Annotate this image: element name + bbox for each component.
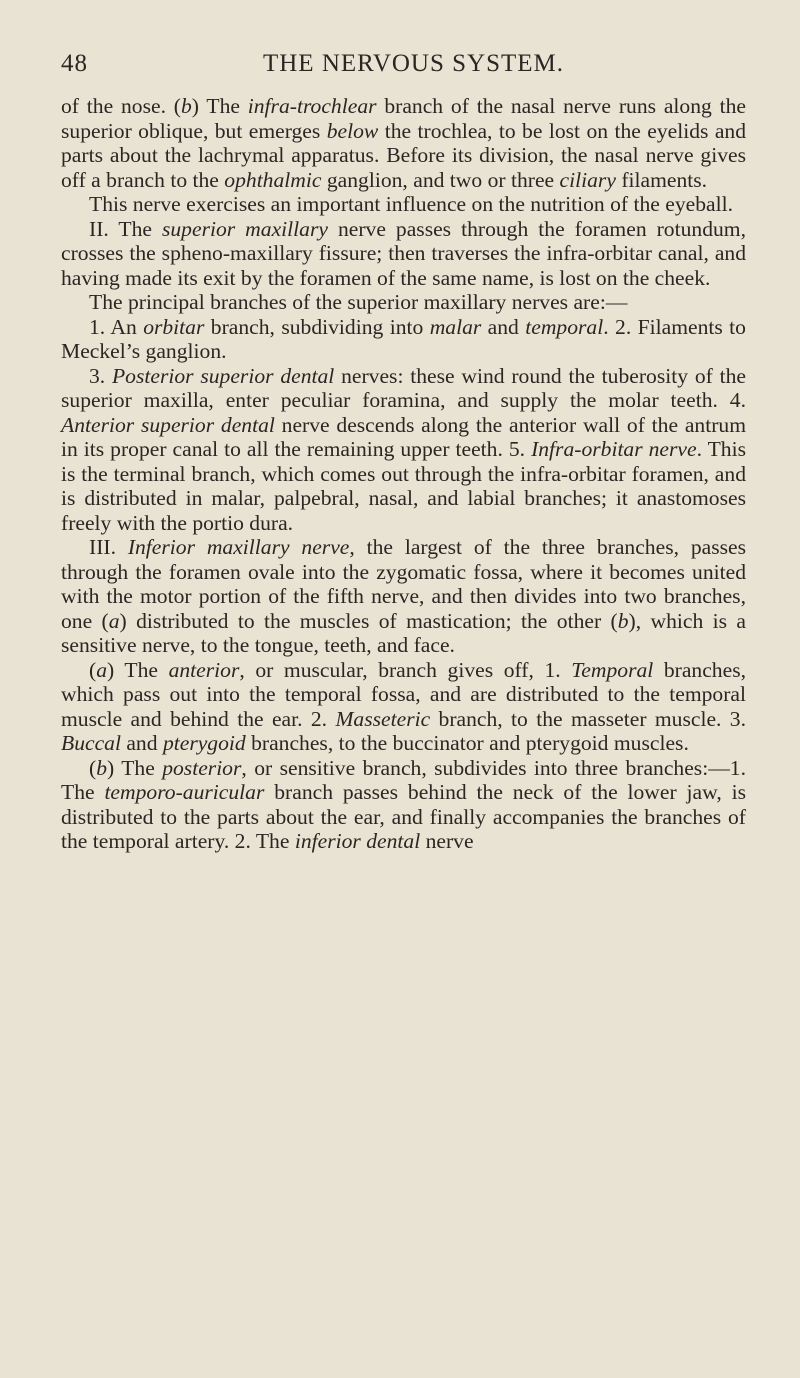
- paragraph: (b) The posterior, or sensitive branch, subdivides into three branches:—1. The temporo-auricular branch passes behind the neck of the lower jaw, is distributed to the parts about the ear, and finally accompanies the branches of the temporal artery. 2. The inferior dental nerve: [61, 755, 747, 853]
- paragraph: of the nose. (b) The infra-trochlear branch of the nasal nerve runs along the superior oblique, but emerges below the trochlea, to be lost on the eyelids and parts about the lachrymal apparatus. Before its division, the nasal nerve gives off a branch to the ophthalmic ganglion, and two or three ciliary filaments.: [61, 94, 746, 192]
- running-head: THE NERVOUS SYSTEM.: [262, 50, 565, 77]
- paragraph: 3. Posterior superior dental nerves: these wind round the tuberosity of the superior maxilla, enter peculiar foramina, and supply the molar teeth. 4. Anterior superior dental nerve descends along the anterior wall of the antrum in its proper canal to all the remaining upper teeth. 5. Infra-orbitar nerve. This is the terminal branch, which comes out through the infra-orbitar foramen, and is distributed in malar, palpebral, nasal, and labial branches; it anastomoses freely with the portio dura.: [61, 363, 746, 535]
- paragraph: II. The superior maxillary nerve passes through the foramen rotundum, crosses the spheno-maxillary fissure; then traverses the infra-orbitar canal, and having made its exit by the foramen of the same name, is lost on the cheek.: [61, 216, 746, 290]
- paragraph: This nerve exercises an important influence on the nutrition of the eyeball.: [89, 192, 733, 216]
- paragraph: 1. An orbitar branch, subdividing into malar and temporal. 2. Filaments to Meckel’s ganglion.: [61, 314, 746, 363]
- page-number: 48: [61, 50, 88, 77]
- paragraph: (a) The anterior, or muscular, branch gives off, 1. Temporal branches, which pass out into the temporal fossa, and are distributed to the temporal muscle and behind the ear. 2. Masseteric branch, to the masseter muscle. 3. Buccal and pterygoid branches, to the buccinator and pterygoid muscles.: [61, 657, 746, 755]
- body-text: [61, 94, 746, 854]
- paragraph: III. Inferior maxillary nerve, the largest of the three branches, passes through the foramen ovale into the zygomatic fossa, where it becomes united with the motor portion of the fifth nerve, and then divides into two branches, one (a) distributed to the muscles of mastication; the other (b), which is a sensitive nerve, to the tongue, teeth, and face.: [61, 535, 746, 657]
- page-header: [61, 50, 746, 94]
- paragraph: The principal branches of the superior maxillary nerves are:—: [89, 290, 628, 314]
